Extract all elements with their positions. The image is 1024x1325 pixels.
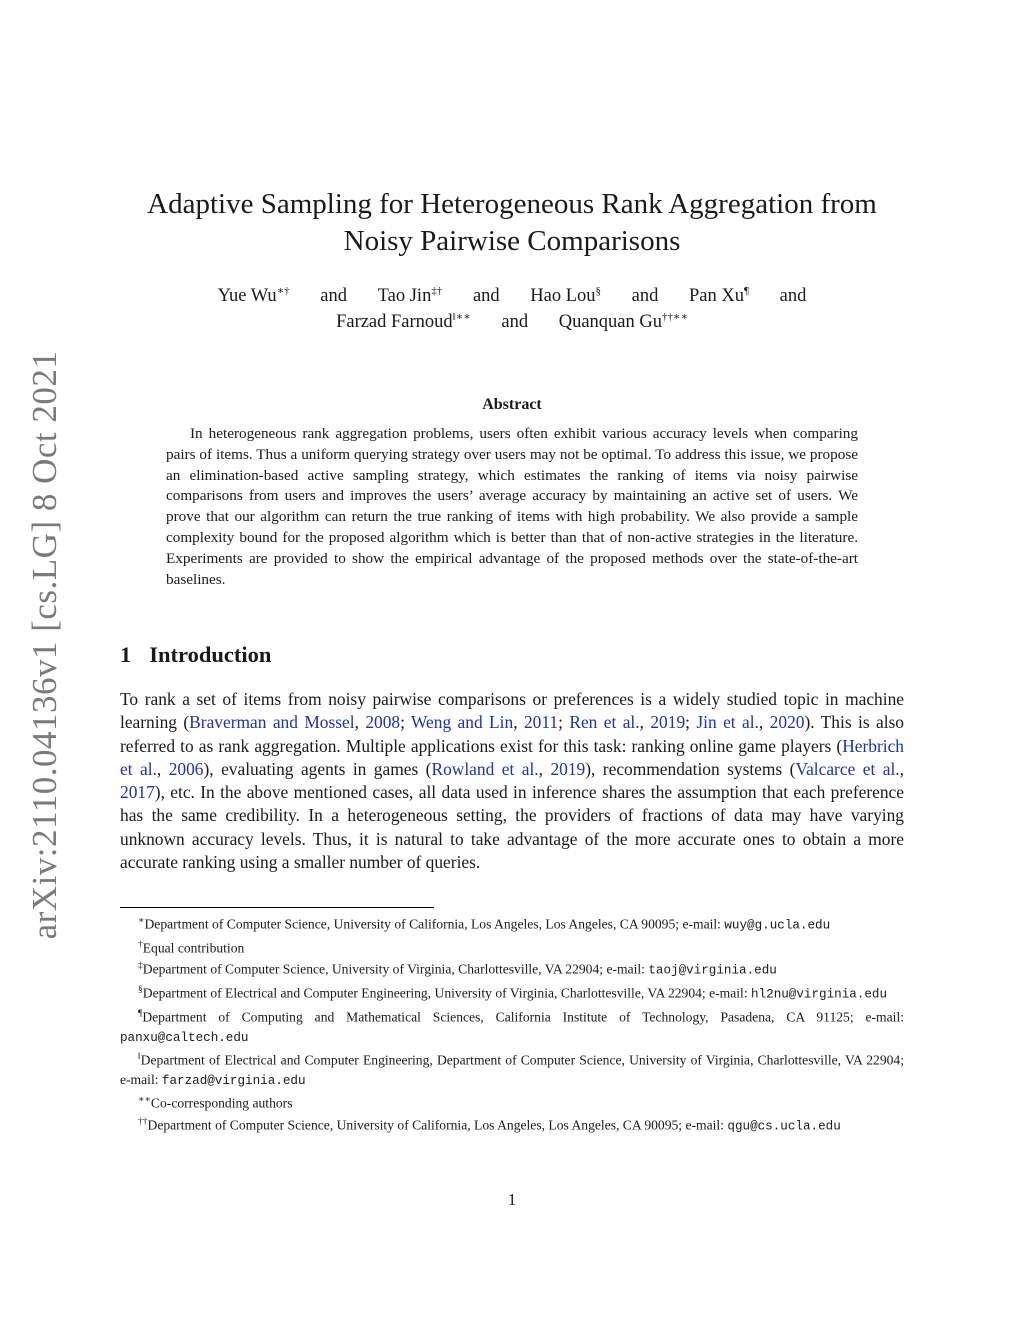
page-number: 1: [507, 1190, 517, 1209]
email-link[interactable]: wuy@g.ucla.edu: [724, 918, 831, 933]
author: Pan Xu¶: [689, 285, 749, 307]
citation-link[interactable]: Weng and Lin: [411, 712, 514, 733]
citation-year-link[interactable]: 2008: [365, 712, 401, 733]
footnote: ‡Department of Computer Science, University of Virginia, Charlottesville, VA 22904; e-mail: taoj@virginia.edu: [138, 961, 777, 978]
abstract-text: In heterogeneous rank aggregation problems, users often exhibit various accuracy levels when comparing pairs of items. Thus a uniform querying strategy over users may not be optimal. To address this issue, we propose an elimination-based active sampling strategy, which estimates the ranking of items via noisy pairwise comparisons from users and improves the users’ average accuracy by maintaining an active set of users. We prove that our algorithm can return the true ranking of items with high probability. We also provide a sample complexity bound for the proposed algorithm which is better than that of non-active strategies in the literature. Experiments are provided to show the empirical advantage of the proposed methods over the state-of-the-art baselines.: [166, 425, 858, 588]
footnote: ∗∗Co-corresponding authors: [138, 1094, 293, 1111]
citation-link[interactable]: Ren et al.: [569, 712, 640, 733]
author-separator: and: [472, 286, 500, 307]
citation-link[interactable]: Herbrich et al.: [120, 735, 904, 779]
author: Quanquan Gu††∗∗: [558, 311, 688, 333]
email-link[interactable]: qgu@cs.ucla.edu: [727, 1119, 841, 1134]
citation-link[interactable]: Jin et al.: [696, 712, 759, 733]
citation-year-link[interactable]: 2019: [650, 712, 686, 733]
author-separator: and: [631, 286, 659, 307]
author: Tao Jin‡†: [377, 285, 443, 307]
email-link[interactable]: taoj@virginia.edu: [648, 964, 777, 978]
footnote: ††Department of Computer Science, University of California, Los Angeles, Los Angeles, CA 90095; e-mail: qgu@cs.ucla.edu: [138, 1116, 841, 1134]
title-line-2: Noisy Pairwise Comparisons: [343, 225, 681, 257]
citation-year-link[interactable]: 2011: [523, 712, 559, 733]
citation-year-link[interactable]: 2006: [168, 758, 204, 779]
author-row-2: [120, 310, 904, 333]
author: Hao Lou§: [530, 285, 602, 307]
section-heading: [120, 642, 271, 668]
email-link[interactable]: hl2nu@virginia.edu: [751, 987, 888, 1002]
intro-paragraph: To rank a set of items from noisy pairwise comparisons or preferences is a widely studied topic in machine learning (Braverman and Mossel, 2008; Weng and Lin, 2011; Ren et al., 2019; Jin et al., 2020). This is also referred to as rank aggregation. Multiple applications exist for this task: ranking online game players (Herbrich et al., 2006), evaluating agents in games (Rowland et al., 2019), recommendation systems (Valcarce et al., 2017), etc. In the above mentioned cases, all data used in inference shares the assumption that each preference has the same credibility. In a heterogeneous setting, the providers of fractions of data may have varying unknown accuracy levels. Thus, it is natural to take advantage of the more accurate ones to obtain a more accurate ranking using a smaller number of queries.: [120, 689, 904, 873]
footnote: ¶Department of Computing and Mathematical Sciences, California Institute of Technology, Pasadena, CA 91125; e-mail: panxu@caltech.edu: [120, 1008, 904, 1045]
footnotes: [120, 912, 904, 1136]
footnote: ‖Department of Electrical and Computer Engineering, Department of Computer Science, University of Virginia, Charlottesville, VA 22904; e-mail: farzad@virginia.edu: [120, 1051, 904, 1088]
email-link[interactable]: panxu@caltech.edu: [120, 1030, 249, 1045]
author-separator: and: [779, 286, 807, 307]
footnote-rule: [120, 907, 434, 908]
arxiv-id: arXiv:2110.04136v1 [cs.LG] 8 Oct 2021: [25, 350, 64, 940]
citation-link[interactable]: Rowland et al.: [431, 758, 539, 779]
citation-year-link[interactable]: 2017: [120, 782, 155, 803]
footnote: †Equal contribution: [138, 939, 245, 956]
author-row-1: [120, 284, 904, 307]
email-link[interactable]: farzad@virginia.edu: [161, 1073, 306, 1088]
footnote: ∗Department of Computer Science, University of California, Los Angeles, Los Angeles, CA 90095; e-mail: wuy@g.ucla.edu: [138, 916, 831, 933]
arxiv-sidebar: [20, 0, 70, 1325]
title-line-1: Adaptive Sampling for Heterogeneous Rank Aggregation from: [147, 188, 877, 220]
paper-title: [120, 186, 904, 260]
author: Yue Wu∗†: [217, 285, 290, 307]
footnote: §Department of Electrical and Computer Engineering, University of Virginia, Charlottesville, VA 22904; e-mail: hl2nu@virginia.edu: [138, 985, 888, 1002]
author: Farzad Farnoud‖∗∗: [336, 311, 471, 333]
citation-year-link[interactable]: 2020: [769, 712, 805, 733]
author-separator: and: [501, 312, 529, 333]
author-separator: and: [320, 286, 348, 307]
section-title: Introduction: [149, 642, 272, 667]
abstract-heading: Abstract: [482, 396, 542, 413]
citation-link[interactable]: Braverman and Mossel: [189, 712, 355, 733]
citation-link[interactable]: Valcarce et al.: [795, 758, 900, 779]
section-number: 1: [120, 642, 132, 667]
citation-year-link[interactable]: 2019: [550, 758, 586, 779]
abstract-body: [166, 424, 858, 590]
